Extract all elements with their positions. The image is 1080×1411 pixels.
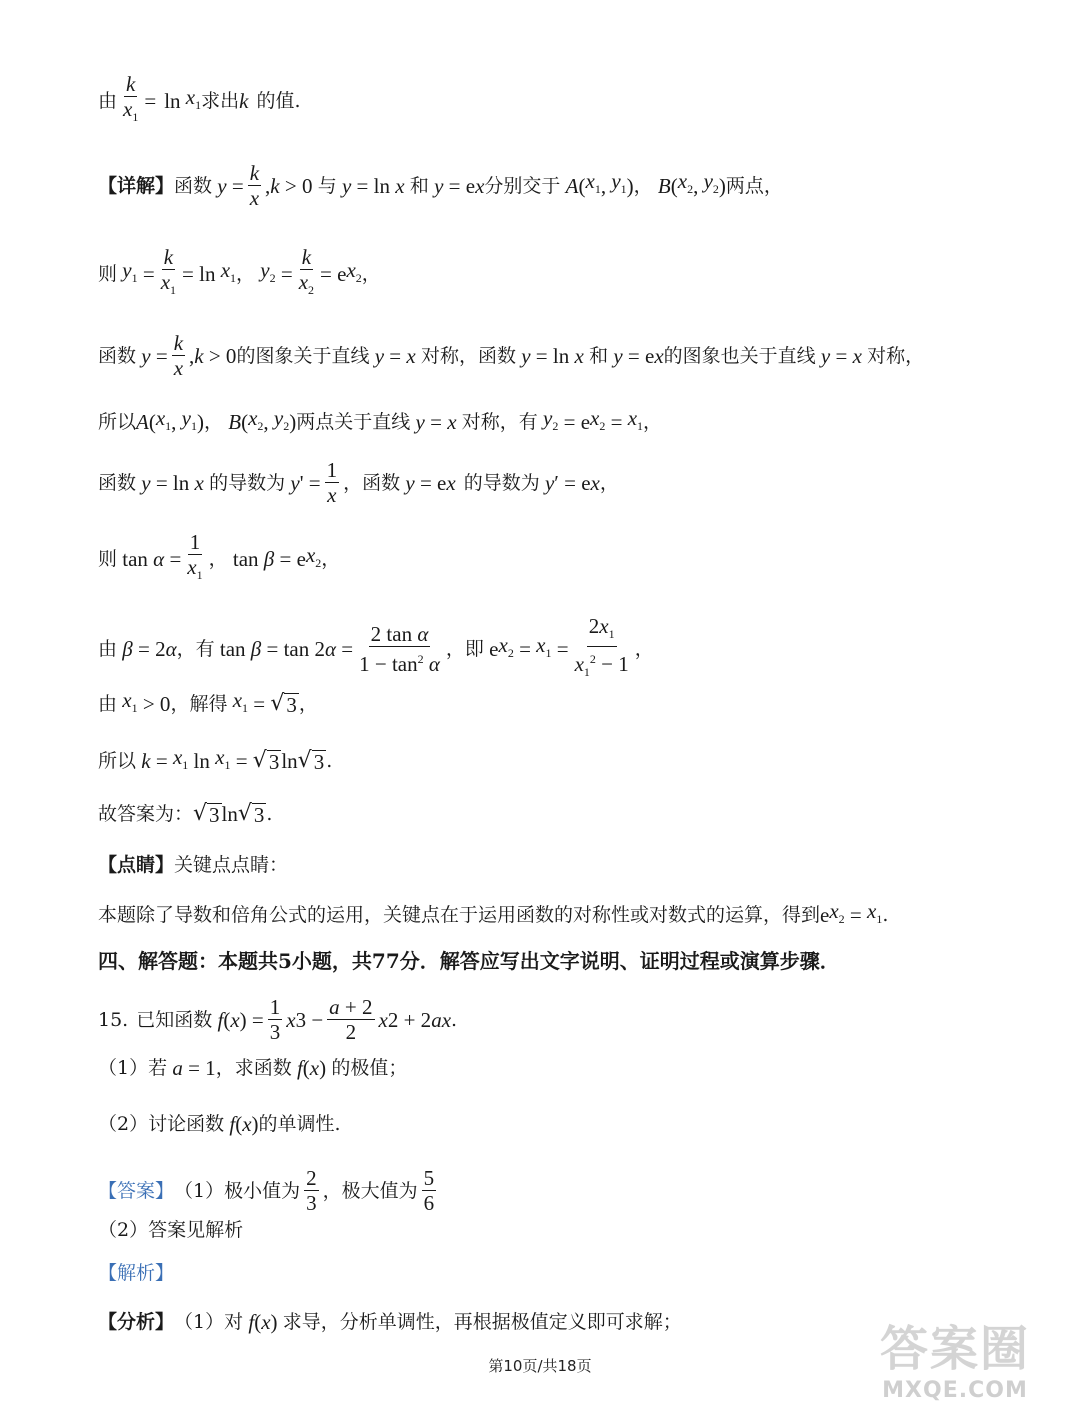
text: 则 [98,262,118,285]
text-line-8: 由 β = 2 α ，有 tan β = tan 2 α = $\frac{\text{2 tan α}}{1 - \tan^2 \alpha}$ ，即 e $x_2$ = $x_1$ = $\frac{2x_1}{x_1^2 - 1}$ ， [98,614,1020,684]
text: 的图象也关于直线 [663,344,816,367]
text: ， [321,547,341,570]
watermark-logo [840,1320,1070,1410]
text-line-10: 所以 k = $x_1$ ln $x_1$ = √ 3 ln √ 3 . [98,742,1020,780]
text: 所以 [98,750,137,773]
text: 和 [589,344,609,367]
text: 的图象关于直线 [236,344,370,367]
text: 和 [409,174,429,197]
question-number: 15. [98,1008,129,1031]
text: 两点， [725,174,783,197]
text: ，求函数 [215,1057,292,1079]
text: 的导数为 [209,471,286,494]
text: 故答案为： [98,803,194,825]
math-sqrt: √ 3 [297,747,325,774]
text: ，函数 [343,471,401,494]
text-line-4: 函数 y = $\frac{k}{x}$ , k > 0 的图象关于直线 y = x 对称，函数 y = ln x 和 y = e x 的图象也关于直线 y = x 对称， [98,331,925,380]
math-sqrt: √ 3 [270,690,297,717]
text: 已知函数 [136,1008,213,1031]
text: 求出 [201,89,240,112]
text: ， [204,411,224,434]
text: ， [361,262,381,285]
text: . [326,750,333,773]
math-sqrt: √ 3 [193,800,220,827]
text: ， [633,174,653,197]
math-fraction: $\frac{k}{x}$ [249,161,260,210]
text: 本题除了导数和倍角公式的运用，关键点在于运用函数的对称性或对数式的运算，得到 [98,904,821,927]
math-fraction: $\frac{k}{x_1}$ [123,72,139,125]
math-fraction: $\frac{1}{x}$ [326,458,338,507]
math-fraction: $\frac{5}{6}$ [423,1166,435,1215]
watermark-url: MXQE.COM [882,1378,1028,1403]
text: 对称，函数 [420,344,516,367]
text: 对称，有 [461,411,538,434]
text: 的导数为 [463,471,540,494]
answer-line-2 [98,1215,1020,1245]
math-sqrt: √ 3 [252,747,280,774]
question-15-part-1: （1）若 a = 1 ，求函数 f ( x ) 的极值； [98,1053,1020,1083]
question-15: 15. 已知函数 f ( x ) = $\frac{1}{3}$ x 3 − $\frac{a + 2}{2}$ x 2 + 2 ax . [98,995,458,1044]
text: 由 [98,638,118,661]
analysis-detail-tag: 【分析】 [98,1311,175,1333]
text: 分别交于 [484,174,561,197]
section-title: 四、解答题：本题共5小题，共77分．解答应写出文字说明、证明过程或演算步骤． [98,949,840,973]
text: . [882,904,889,927]
text: 由 [98,89,118,112]
text: ，有 [176,638,215,661]
text-line-2: 【详解】 函数 y = $\frac{k}{x}$ , k > 0 与 y = ln x 和 y = e x 分别交于 A ( $x_1$ , $y_1$ ) ， B ( $x_2$ , $y_2$ ) 两点， [98,161,783,210]
key-point-tag: 【点睛】 [98,854,175,876]
text: ，解得 [170,693,228,716]
text: 所以 [98,411,137,434]
text-line-5: 所以 A ( $x_1$ , $y_1$ ) ， B ( $x_2$ , $y_2$ ) 两点关于直线 y = x 对称，有 $y_2$ = e $x_2$ = $x_1$ ， [98,403,1020,441]
text: （1）对 [174,1311,244,1333]
text: （1）若 [98,1057,168,1079]
text: 函数 [174,174,213,197]
math-fraction: $\frac{2}{3}$ [306,1166,317,1215]
text-line-1: 由 $\frac{k}{x_1}$ = ln $x_1$ 求出 k 的值. [98,72,1020,129]
watermark-logo-text: 答案圈 [879,1321,1030,1377]
text: ， [298,693,318,716]
math-fraction: $\frac{k}{x_1}$ [160,245,177,298]
text: 由 [98,693,118,716]
text-line-7: 则 tan α = $\frac{1}{x_1}$ ， tan β = e $x_2$ ， [98,530,1020,587]
text: 求导，分析单调性，再根据极值定义即可求解； [282,1311,682,1333]
math-fraction: $\frac{a + 2}{2}$ [329,995,373,1044]
text: 函数 [98,344,137,367]
text: ，极大值为 [322,1179,418,1202]
text: 的单调性. [258,1113,341,1135]
math-fraction: $\frac{k}{x}$ [173,331,184,380]
text: 的值. [256,89,301,112]
text: （2）讨论函数 [98,1113,225,1135]
page-footer: 第10页/共18页 [488,1357,592,1375]
text-line-9: 由 $x_1$ > 0 ，解得 $x_1$ = √ 3 ， [98,685,1020,723]
text: 函数 [98,471,137,494]
text: 与 [317,174,337,197]
math-fraction: $\frac{2x_1}{x_1^2 - 1}$ [574,614,629,680]
question-15-part-2: （2）讨论函数 f ( x ) 的单调性. [98,1109,1020,1139]
text-line-12 [98,850,1020,880]
text: （1）极小值为 [174,1179,301,1202]
text: 两点关于直线 [296,411,411,434]
math-fraction: $\frac{1}{3}$ [269,995,281,1044]
answer-line-1 [98,1166,1020,1215]
text: 对称， [867,344,925,367]
analysis-heading [98,1258,1020,1288]
text: （2）答案见解析 [98,1219,244,1241]
analysis-tag: 【解析】 [98,1262,175,1284]
math-fraction: $\frac{\text{2 tan α}}{1 - \tan^2 \alpha}$ [359,622,440,677]
text: 关键点点睛： [174,854,289,876]
text: ， [208,547,228,570]
text-line-11: 故答案为： √ 3 ln √ 3 . [98,799,1020,829]
text: ， [643,411,663,434]
text: . [266,803,273,825]
math-fraction: $\frac{k}{x_2}$ [298,245,315,298]
text: . [451,1008,458,1031]
text: ， [634,638,654,661]
analysis-line-1: 【分析】 （1）对 f ( x ) 求导，分析单调性，再根据极值定义即可求解； [98,1307,1020,1337]
text: ， [599,471,619,494]
text: ，即 [445,638,484,661]
answer-tag: 【答案】 [98,1179,175,1202]
text: 的极值； [331,1057,408,1079]
math-fraction: $\frac{1}{x_1}$ [187,530,203,583]
detail-tag: 【详解】 [98,174,175,197]
text-line-6: 函数 y = ln x 的导数为 y ' = $\frac{1}{x}$ ，函数 y = e x 的导数为 y ′ = e x ， [98,458,619,507]
text-line-13: 本题除了导数和倍角公式的运用，关键点在于运用函数的对称性或对数式的运算，得到 e $x_2$ = $x_1$ . [98,896,1020,934]
text: ， [236,262,256,285]
math-sqrt: √ 3 [237,800,265,827]
section-heading [98,946,1020,976]
text: 则 [98,547,118,570]
text-line-3: 则 $y_1$ = $\frac{k}{x_1}$ = ln $x_1$ ， $y_2$ = $\frac{k}{x_2}$ = e $x_2$ ， [98,245,1020,302]
